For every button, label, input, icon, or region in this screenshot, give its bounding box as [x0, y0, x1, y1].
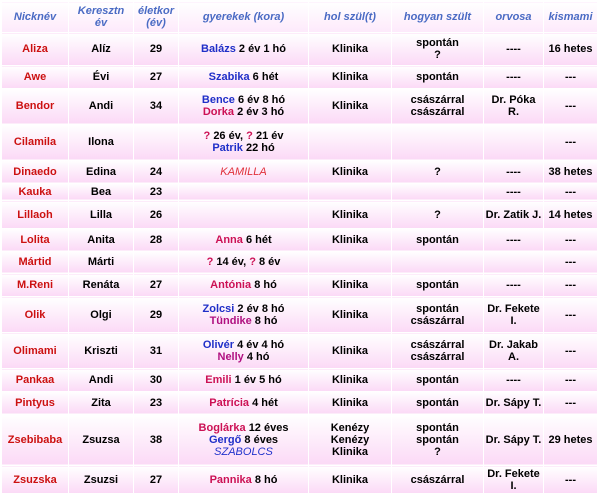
cell-age: 29	[134, 33, 179, 66]
hogyan-line: császárral	[410, 350, 465, 363]
cell-nick: Pankaa	[2, 369, 69, 392]
kid-age: 22 hó	[245, 142, 275, 155]
kid-age: 6 hét	[252, 70, 279, 83]
cell-name: Ilona	[69, 124, 134, 160]
hol-line: Klinika	[331, 165, 369, 178]
cell-kismami: ---	[544, 228, 598, 251]
cell-name: Évi	[69, 66, 134, 89]
col-header-kids: gyerekek (kora)	[179, 2, 309, 33]
cell-name: Renáta	[69, 274, 134, 297]
table-row	[2, 33, 598, 66]
kid-name: Dorka	[202, 106, 235, 119]
hogyan-line: császárral	[410, 473, 465, 486]
hogyan-line: császárral	[410, 94, 465, 107]
cell-age: 27	[134, 66, 179, 89]
cell-hogyan	[392, 391, 484, 414]
hogyan-line: spontán	[416, 70, 459, 83]
cell-nick: Aliza	[2, 33, 69, 66]
kid-name: Szabika	[208, 70, 250, 83]
hol-line: Klinika	[331, 208, 369, 221]
cell-kids	[179, 66, 309, 89]
table-row	[2, 369, 598, 392]
hogyan-line: spontán	[416, 374, 459, 387]
col-header-orvos: orvosa	[484, 2, 544, 33]
cell-name: Bea	[69, 183, 134, 201]
kid-line	[180, 374, 307, 386]
cell-kids	[179, 88, 309, 124]
kid-age: 2 év 3 hó	[237, 106, 285, 119]
kid-name: Gergő	[208, 433, 242, 446]
table-row	[2, 414, 598, 466]
kid-line	[180, 71, 307, 83]
col-header-kismami: kismami	[544, 2, 598, 33]
col-header-name-line2: év	[94, 17, 108, 29]
cell-name: Andi	[69, 369, 134, 392]
kid-line	[180, 142, 307, 154]
cell-name: Edina	[69, 160, 134, 183]
cell-name: Alíz	[69, 33, 134, 66]
kid-age: 26 év,	[213, 130, 244, 143]
cell-kismami: 38 hetes	[544, 160, 598, 183]
cell-kids	[179, 33, 309, 66]
cell-kismami: ---	[544, 466, 598, 494]
kid-age: 6 év 8 hó	[238, 94, 286, 107]
cell-kids	[179, 333, 309, 369]
kid-line	[180, 422, 307, 434]
cell-orvos: ----	[484, 183, 544, 201]
members-table	[1, 1, 598, 494]
kid-age: 6 hét	[245, 233, 272, 246]
cell-nick: Mártid	[2, 251, 69, 274]
cell-hogyan	[392, 228, 484, 251]
cell-kids	[179, 160, 309, 183]
cell-hogyan	[392, 33, 484, 66]
cell-kismami: ---	[544, 369, 598, 392]
cell-kismami: ---	[544, 251, 598, 274]
cell-kids	[179, 369, 309, 392]
kid-age: 8 év	[259, 256, 281, 269]
header-row	[2, 2, 598, 33]
kid-age: 8 hó	[254, 279, 277, 292]
cell-nick: Lolita	[2, 228, 69, 251]
cell-kids	[179, 201, 309, 229]
hogyan-line: spontán	[416, 279, 459, 292]
hol-line: Klinika	[331, 396, 369, 409]
hol-line: Klinika	[331, 344, 369, 357]
kid-name: Pannika	[209, 473, 252, 486]
cell-hogyan	[392, 66, 484, 89]
cell-age: 34	[134, 88, 179, 124]
kid-line	[180, 166, 307, 178]
kid-name: Nelly	[217, 350, 244, 363]
kid-line	[180, 397, 307, 409]
kid-age: 4 hét	[252, 396, 278, 409]
cell-hogyan	[392, 124, 484, 160]
hol-line: Klinika	[331, 308, 369, 321]
cell-age: 29	[134, 297, 179, 333]
table-row	[2, 88, 598, 124]
cell-orvos: Dr. Sápy T.	[484, 391, 544, 414]
cell-nick: Lillaoh	[2, 201, 69, 229]
cell-age: 27	[134, 274, 179, 297]
kid-age: 14 év,	[216, 256, 250, 269]
cell-age: 28	[134, 228, 179, 251]
cell-kids	[179, 228, 309, 251]
hogyan-line: spontán	[416, 396, 459, 409]
hol-line: Klinika	[331, 70, 369, 83]
cell-age: 23	[134, 183, 179, 201]
cell-nick: Kauka	[2, 183, 69, 201]
col-header-age	[134, 2, 179, 33]
cell-kismami: 29 hetes	[544, 414, 598, 466]
cell-hol	[309, 414, 392, 466]
cell-hogyan	[392, 297, 484, 333]
cell-kismami: 16 hetes	[544, 33, 598, 66]
cell-name: Olgi	[69, 297, 134, 333]
kid-line	[180, 446, 307, 458]
kid-age: 8 hó	[254, 314, 278, 327]
kid-line	[180, 130, 307, 142]
kid-line	[180, 94, 307, 106]
cell-hogyan	[392, 183, 484, 201]
cell-kismami: ---	[544, 274, 598, 297]
cell-kids	[179, 466, 309, 494]
col-header-nick: Nicknév	[2, 2, 69, 33]
kid-age: 4 év 4 hó	[237, 338, 285, 351]
kid-line	[180, 434, 307, 446]
cell-orvos: ----	[484, 160, 544, 183]
cell-kismami: ---	[544, 297, 598, 333]
cell-hogyan	[392, 466, 484, 494]
cell-nick: Awe	[2, 66, 69, 89]
cell-age: 38	[134, 414, 179, 466]
hogyan-line: spontán	[416, 421, 459, 434]
kid-name: Boglárka	[198, 421, 246, 434]
hogyan-line: spontán	[416, 433, 459, 446]
hogyan-line: ?	[434, 49, 441, 61]
col-header-age-line1: életkor	[137, 5, 175, 17]
hol-line: Klinika	[331, 233, 369, 246]
cell-orvos	[484, 251, 544, 274]
table-row	[2, 183, 598, 201]
table-body	[2, 33, 598, 494]
table-row	[2, 66, 598, 89]
cell-orvos: ----	[484, 369, 544, 392]
cell-hol	[309, 251, 392, 274]
kid-line	[180, 279, 307, 291]
cell-kids	[179, 183, 309, 201]
cell-hol	[309, 333, 392, 369]
hol-line: Kenézy	[330, 421, 370, 434]
hogyan-line: spontán	[416, 233, 459, 246]
kid-name: Patrik	[212, 142, 243, 155]
table-row	[2, 228, 598, 251]
cell-orvos: Dr. Fekete I.	[484, 466, 544, 494]
kid-name: Anna	[215, 233, 243, 246]
hogyan-line: ?	[434, 208, 441, 221]
cell-hogyan	[392, 201, 484, 229]
cell-kismami: ---	[544, 124, 598, 160]
col-header-name	[69, 2, 134, 33]
cell-hogyan	[392, 88, 484, 124]
kid-line	[180, 303, 307, 315]
cell-nick: Dinaedo	[2, 160, 69, 183]
cell-nick: Zsuzska	[2, 466, 69, 494]
cell-hogyan	[392, 333, 484, 369]
table-row	[2, 466, 598, 494]
cell-kismami: ---	[544, 183, 598, 201]
cell-age	[134, 124, 179, 160]
hol-line: Klinika	[331, 100, 369, 113]
kid-age: 2 év 1 hó	[238, 43, 286, 55]
cell-kids	[179, 274, 309, 297]
cell-hogyan	[392, 251, 484, 274]
cell-hol	[309, 183, 392, 201]
hogyan-line: császárral	[410, 338, 465, 351]
hogyan-line: császárral	[410, 106, 465, 119]
cell-hol	[309, 160, 392, 183]
kid-line	[180, 106, 307, 118]
cell-hol	[309, 274, 392, 297]
cell-nick: Olik	[2, 297, 69, 333]
hol-line: Klinika	[331, 473, 369, 486]
kid-age: 1 év 5 hó	[234, 374, 282, 387]
cell-name: Zsuzsa	[69, 414, 134, 466]
kid-name: KAMILLA	[220, 165, 267, 178]
cell-hol	[309, 33, 392, 66]
cell-hogyan	[392, 160, 484, 183]
hol-line: Klinika	[331, 279, 369, 292]
table-row	[2, 160, 598, 183]
cell-hol	[309, 228, 392, 251]
cell-name: Anita	[69, 228, 134, 251]
cell-age: 23	[134, 391, 179, 414]
col-header-name-line1: Keresztn	[77, 5, 125, 17]
kid-line	[180, 474, 307, 486]
table-row	[2, 124, 598, 160]
cell-hol	[309, 297, 392, 333]
cell-orvos: Dr. Póka R.	[484, 88, 544, 124]
cell-hol	[309, 466, 392, 494]
kid-name: SZABOLCS	[214, 445, 273, 458]
hogyan-line: spontán	[416, 37, 459, 49]
hol-line: Klinika	[331, 374, 369, 387]
hol-line: Klinika	[331, 445, 369, 458]
cell-orvos: ----	[484, 66, 544, 89]
cell-orvos: ----	[484, 228, 544, 251]
cell-age: 26	[134, 201, 179, 229]
kid-age: 12 éves	[248, 421, 289, 434]
cell-name: Kriszti	[69, 333, 134, 369]
cell-age	[134, 251, 179, 274]
cell-hol	[309, 124, 392, 160]
cell-hol	[309, 201, 392, 229]
cell-hogyan	[392, 274, 484, 297]
hogyan-line: ?	[434, 445, 441, 458]
cell-hol	[309, 66, 392, 89]
cell-hol	[309, 88, 392, 124]
kid-name: ?	[246, 130, 253, 143]
kid-line	[180, 43, 307, 55]
cell-hogyan	[392, 414, 484, 466]
table-row	[2, 297, 598, 333]
cell-name: Márti	[69, 251, 134, 274]
cell-orvos	[484, 124, 544, 160]
kid-name: Bence	[201, 94, 235, 107]
col-header-age-line2: (év)	[146, 17, 166, 29]
kid-name: Zolcsi	[202, 302, 235, 315]
kid-age: 8 éves	[244, 433, 279, 446]
kid-name: Tündike	[209, 314, 252, 327]
col-header-hol: hol szül(t)	[309, 2, 392, 33]
cell-age: 24	[134, 160, 179, 183]
kid-line	[180, 315, 307, 327]
cell-kismami: ---	[544, 391, 598, 414]
cell-kids	[179, 251, 309, 274]
cell-hol	[309, 369, 392, 392]
kid-age: 21 év	[255, 130, 284, 143]
cell-nick: M.Reni	[2, 274, 69, 297]
kid-name: ?	[203, 130, 211, 143]
cell-nick: Zsebibaba	[2, 414, 69, 466]
cell-orvos: Dr. Zatik J.	[484, 201, 544, 229]
table-row	[2, 274, 598, 297]
hol-line: Klinika	[331, 43, 369, 55]
cell-orvos: Dr. Jakab A.	[484, 333, 544, 369]
hol-line: Kenézy	[330, 433, 370, 446]
cell-name: Zita	[69, 391, 134, 414]
kid-age: 8 hó	[254, 473, 278, 486]
cell-nick: Olimami	[2, 333, 69, 369]
kid-name: Emili	[205, 374, 232, 387]
cell-name: Zsuzsi	[69, 466, 134, 494]
hogyan-line: ?	[434, 165, 441, 178]
cell-name: Andi	[69, 88, 134, 124]
kid-line	[180, 351, 307, 363]
cell-kids	[179, 124, 309, 160]
cell-hol	[309, 391, 392, 414]
cell-orvos: Dr. Sápy T.	[484, 414, 544, 466]
cell-kismami: 14 hetes	[544, 201, 598, 229]
cell-hogyan	[392, 369, 484, 392]
cell-nick: Pintyus	[2, 391, 69, 414]
kid-name: ?	[206, 256, 214, 269]
hogyan-line: császárral	[410, 314, 465, 327]
kid-age: 2 év 8 hó	[237, 302, 285, 315]
cell-orvos: Dr. Fekete I.	[484, 297, 544, 333]
kid-line	[180, 339, 307, 351]
cell-nick: Cilamila	[2, 124, 69, 160]
cell-age: 30	[134, 369, 179, 392]
cell-nick: Bendor	[2, 88, 69, 124]
cell-age: 27	[134, 466, 179, 494]
kid-name: Patrícia	[209, 396, 249, 409]
table-row	[2, 251, 598, 274]
cell-kismami: ---	[544, 333, 598, 369]
col-header-hogyan: hogyan szült	[392, 2, 484, 33]
kid-line	[180, 256, 307, 268]
cell-orvos: ----	[484, 274, 544, 297]
hogyan-line: spontán	[416, 302, 459, 315]
table-row	[2, 333, 598, 369]
table-row	[2, 201, 598, 229]
cell-kismami: ---	[544, 88, 598, 124]
kid-line	[180, 234, 307, 246]
cell-kismami: ---	[544, 66, 598, 89]
kid-name: Olivér	[202, 338, 235, 351]
cell-name: Lilla	[69, 201, 134, 229]
cell-orvos: ----	[484, 33, 544, 66]
kid-name: Antónia	[210, 279, 252, 292]
cell-age: 31	[134, 333, 179, 369]
kid-name: ?	[249, 256, 256, 269]
cell-kids	[179, 391, 309, 414]
cell-kids	[179, 414, 309, 466]
table-row	[2, 391, 598, 414]
cell-kids	[179, 297, 309, 333]
kid-name: Balázs	[201, 43, 236, 55]
kid-age: 4 hó	[246, 350, 270, 363]
